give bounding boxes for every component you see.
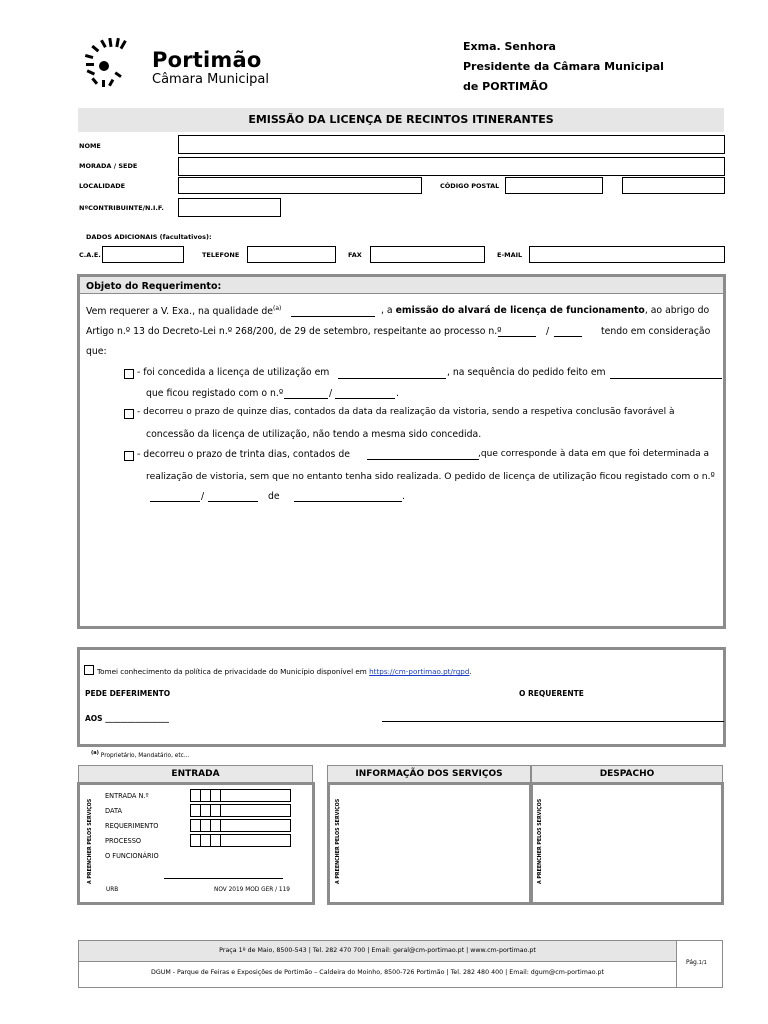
label-nif: NºCONTRIBUINTE/N.I.F. [79, 204, 164, 212]
label-mod: NOV 2019 MOD GER / 119 [214, 887, 290, 893]
nif-input[interactable] [178, 198, 281, 217]
option-3-text-b: ,que corresponde à data em que foi determinada a [478, 449, 710, 459]
privacy-text [97, 667, 472, 676]
opt3-registo-blank-2[interactable] [208, 501, 258, 502]
telefone-input[interactable] [247, 246, 336, 263]
privacy-link[interactable]: https://cm-portimao.pt/rgpd [369, 667, 470, 676]
label-email: E-MAIL [497, 251, 523, 259]
addressee-line-2: Presidente da Câmara Municipal [463, 60, 664, 73]
label-localidade: LOCALIDADE [79, 182, 126, 190]
processo-blank-1[interactable] [498, 336, 536, 337]
fax-input[interactable] [370, 246, 485, 263]
option-3-de: de [268, 491, 280, 502]
codigo-postal-input-1[interactable] [505, 177, 603, 194]
footnote [91, 750, 189, 759]
despacho-vertical-label: A PREENCHER PELOS SERVIÇOS [538, 798, 543, 884]
addressee [463, 37, 664, 97]
objeto-l1-text: Vem requerer a V. Exa., na qualidade de [86, 306, 273, 318]
option-1-text-a: - foi concedida a licença de utilização em [137, 367, 330, 378]
option-3-checkbox[interactable] [124, 451, 134, 461]
page-label: Pág. [686, 959, 699, 966]
label-fax: FAX [348, 251, 362, 259]
objeto-line-1 [86, 306, 281, 316]
option-2-text-a: - decorreu o prazo de quinze dias, contados da data da realização da vistoria, sendo a respetiva conclusão favorável à [137, 407, 675, 417]
funcionario-signature-line[interactable] [164, 878, 283, 879]
cae-input[interactable] [102, 246, 184, 263]
objeto-l1c: , ao abrigo do [644, 305, 710, 316]
privacy-end: . [469, 667, 472, 676]
page-number [686, 959, 707, 966]
addressee-line-1: Exma. Senhora [463, 40, 556, 53]
footer-line-1: Praça 1º de Maio, 8500-543 | Tel. 282 470 700 | Email: geral@cm-portimao.pt | www.cm-portimao.pt [219, 947, 536, 954]
morada-input[interactable] [178, 157, 725, 176]
objeto-l1-sup: (a) [273, 305, 282, 312]
objeto-l2-slash: / [546, 326, 550, 337]
localidade-input[interactable] [178, 177, 422, 194]
email-input[interactable] [529, 246, 725, 263]
signature-line[interactable] [382, 721, 724, 722]
aos-field: AOS _________________ [85, 714, 169, 723]
objeto-line-3: que: [86, 346, 107, 357]
label-urb: URB [106, 887, 119, 893]
entrada-n-input[interactable] [190, 789, 291, 802]
option-3-slash: / [201, 491, 205, 502]
option-1-slash: / [329, 388, 333, 399]
processo-input[interactable] [190, 834, 291, 847]
registo-blank-2[interactable] [335, 398, 395, 399]
informacao-panel [327, 782, 533, 905]
municipal-logo [84, 38, 294, 88]
label-nome: NOME [79, 142, 101, 150]
o-requerente: O REQUERENTE [519, 689, 584, 698]
logo-brand: Portimão [152, 48, 262, 72]
footnote-mark: (a) [91, 750, 99, 756]
footer-line-2: DGUM - Parque de Feiras e Exposições de Portimão – Caldeira do Moinho, 8500-726 Portimão | Tel. 282 480 400 | Email: dgum@cm-portimao.pt [151, 969, 604, 976]
objeto-heading: Objeto do Requerimento: [86, 281, 222, 292]
addressee-line-3: de PORTIMÃO [463, 80, 548, 93]
informacao-vertical-label: A PREENCHER PELOS SERVIÇOS [336, 798, 341, 884]
pede-deferimento: PEDE DEFERIMENTO [85, 689, 171, 698]
contados-data-blank[interactable] [367, 459, 479, 460]
sunburst-logo-icon [84, 38, 144, 88]
footer-divider [676, 940, 677, 987]
footnote-text: Proprietário, Mandatário, etc... [98, 752, 190, 759]
codigo-postal-input-2[interactable] [622, 177, 725, 194]
label-requerimento: REQUERIMENTO [105, 822, 159, 830]
option-1-text-b: , na sequência do pedido feito em [447, 367, 606, 378]
registo-blank-1[interactable] [284, 398, 328, 399]
entrada-vertical-label: A PREENCHER PELOS SERVIÇOS [88, 798, 93, 884]
label-dados-adicionais: DADOS ADICIONAIS (facultativos): [86, 233, 212, 241]
pedido-data-blank[interactable] [610, 378, 722, 379]
form-title: EMISSÃO DA LICENÇA DE RECINTOS ITINERANTES [78, 108, 724, 132]
qualidade-blank[interactable] [291, 316, 375, 317]
data-input[interactable] [190, 804, 291, 817]
objeto-line-2: Artigo n.º 13 do Decreto-Lei n.º 268/200, de 29 de setembro, respeitante ao processo n.º [86, 326, 502, 337]
label-morada: MORADA / SEDE [79, 162, 138, 170]
despacho-panel [529, 782, 724, 905]
label-cae: C.A.E. [79, 251, 101, 259]
option-1-text-c: que ficou registado com o n.º [146, 388, 284, 399]
label-data: DATA [105, 807, 122, 815]
label-entrada-n: ENTRADA N.º [105, 792, 149, 800]
nome-input[interactable] [178, 135, 725, 154]
option-3-text-a: - decorreu o prazo de trinta dias, contados de [137, 449, 350, 460]
objeto-l1-bold: emissão do alvará de licença de funcionamento [395, 305, 645, 316]
opt3-data-blank[interactable] [294, 501, 402, 502]
header-entrada: ENTRADA [78, 765, 313, 783]
option-2-checkbox[interactable] [124, 409, 134, 419]
privacy-section [77, 647, 726, 747]
objeto-l2-end: tendo em consideração [601, 326, 711, 337]
processo-blank-2[interactable] [554, 336, 582, 337]
option-1-dot: . [396, 388, 399, 399]
option-3-dot: . [402, 491, 405, 502]
objeto-line-1b [381, 306, 709, 315]
opt3-registo-blank-1[interactable] [150, 501, 200, 502]
logo-subtitle: Câmara Municipal [152, 72, 270, 87]
option-2-text-b: concessão da licença de utilização, não tendo a mesma sido concedida. [146, 429, 482, 440]
option-3-text-c: realização de vistoria, sem que no entanto tenha sido realizada. O pedido de licença de utilização ficou registado com o n.º [146, 471, 715, 482]
page-value: 1/1 [698, 960, 707, 966]
label-telefone: TELEFONE [202, 251, 240, 259]
label-processo: PROCESSO [105, 837, 142, 845]
licenca-data-blank[interactable] [338, 378, 446, 379]
header-despacho: DESPACHO [531, 765, 723, 783]
option-1-checkbox[interactable] [124, 369, 134, 379]
label-funcionario: O FUNCIONÁRIO [105, 852, 159, 860]
objeto-l1b: , a [381, 305, 396, 316]
label-codigo-postal: CÓDIGO POSTAL [440, 182, 500, 190]
requerimento-input[interactable] [190, 819, 291, 832]
header-informacao: INFORMAÇÃO DOS SERVIÇOS [327, 765, 531, 783]
privacy-text-main: Tomei conhecimento da política de privacidade do Município disponível em [97, 667, 370, 676]
privacy-checkbox[interactable] [84, 665, 94, 675]
